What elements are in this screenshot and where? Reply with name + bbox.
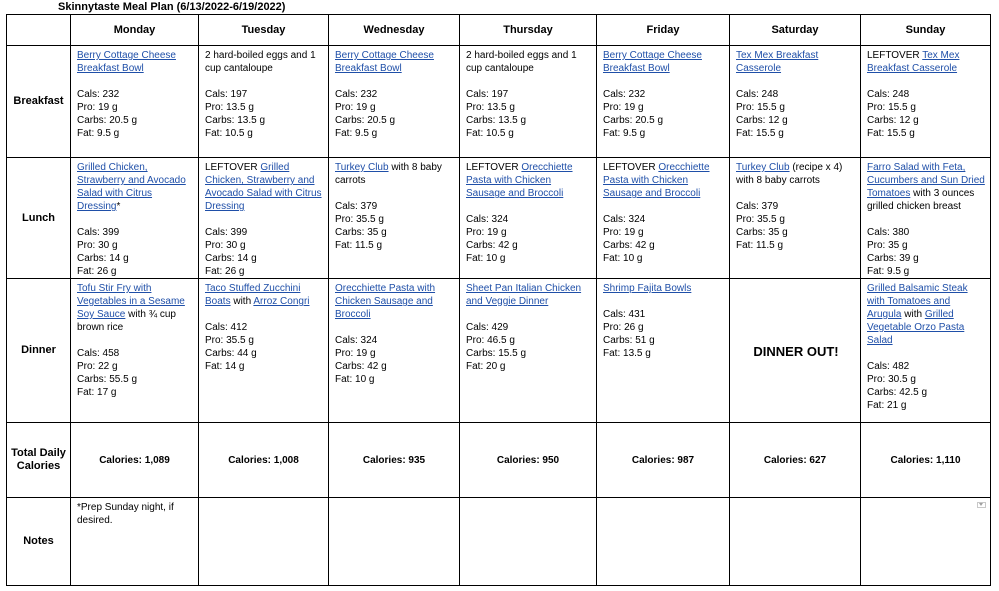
nutrition-cals: Cals: 458 (77, 348, 120, 359)
spacer (466, 75, 592, 88)
recipe-link[interactable]: Berry Cottage Cheese Breakfast Bowl (335, 50, 434, 74)
recipe-link[interactable]: Orecchiette Pasta with Chicken Sausage and Broccoli (335, 283, 436, 320)
nutrition-pro: Pro: 22 g (77, 361, 118, 372)
nutrition-cals: Cals: 399 (77, 227, 120, 238)
recipe-link[interactable]: Grilled Chicken, Strawberry and Avocado Salad with Citrus Dressing (205, 162, 322, 212)
recipe-link[interactable]: Tex Mex Breakfast Casserole (736, 50, 819, 74)
nutrition-cals: Cals: 380 (867, 227, 910, 238)
nutrition-carbs: Carbs: 12 g (867, 115, 919, 126)
nutrition-fat: Fat: 17 g (77, 387, 117, 398)
meal-description (736, 49, 856, 75)
meal-text: LEFTOVER (466, 162, 522, 173)
nutrition-carbs: Carbs: 39 g (867, 253, 919, 264)
nutrition-cals: Cals: 197 (466, 89, 509, 100)
nutrition-pro: Pro: 19 g (77, 102, 118, 113)
lunch-row (7, 158, 991, 279)
lunch-cell (861, 158, 991, 279)
nutrition-carbs: Carbs: 55.5 g (77, 374, 138, 385)
meal-description (77, 161, 194, 213)
total-calories: Calories: 627 (730, 423, 861, 498)
nutrition-pro: Pro: 15.5 g (867, 102, 916, 113)
spacer (205, 213, 324, 226)
spacer (335, 321, 455, 334)
nutrition-carbs: Carbs: 42 g (335, 361, 387, 372)
nutrition-carbs: Carbs: 20.5 g (77, 115, 138, 126)
row-label-total: Total Daily Calories (7, 423, 71, 498)
nutrition-fat: Fat: 10 g (335, 374, 375, 385)
meal-description (205, 49, 324, 75)
meal-description (867, 49, 986, 75)
dinner-cell (597, 279, 730, 423)
dinner-cell (730, 279, 861, 423)
day-header: Wednesday (329, 15, 460, 46)
recipe-link[interactable]: Grilled Vegetable Orzo Pasta Salad (867, 309, 965, 346)
nutrition-pro: Pro: 35.5 g (335, 214, 384, 225)
dinner-cell (71, 279, 199, 423)
spacer (867, 75, 986, 88)
meal-plan-table (6, 14, 991, 586)
nutrition-pro: Pro: 19 g (335, 348, 376, 359)
nutrition-carbs: Carbs: 20.5 g (335, 115, 396, 126)
row-label-lunch: Lunch (7, 158, 71, 279)
nutrition-cals: Cals: 248 (736, 89, 779, 100)
recipe-link[interactable]: Arroz Congri (253, 296, 310, 307)
dinner-cell (460, 279, 597, 423)
meal-description (603, 49, 725, 75)
spacer (77, 334, 194, 347)
day-header: Tuesday (199, 15, 329, 46)
nutrition-pro: Pro: 15.5 g (736, 102, 785, 113)
nutrition-carbs: Carbs: 15.5 g (466, 348, 527, 359)
total-row (7, 423, 991, 498)
nutrition-cals: Cals: 431 (603, 309, 646, 320)
nutrition-cals: Cals: 324 (335, 335, 378, 346)
nutrition-pro: Pro: 35 g (867, 240, 908, 251)
nutrition-fat: Fat: 10.5 g (466, 128, 514, 139)
dinner-cell (861, 279, 991, 423)
nutrition-carbs: Carbs: 20.5 g (603, 115, 664, 126)
recipe-link[interactable]: Taco Stuffed Zucchini Boats (205, 283, 301, 307)
nutrition-fat: Fat: 10 g (603, 253, 643, 264)
meal-text: with (230, 296, 254, 307)
spacer (335, 187, 455, 200)
dinner-row (7, 279, 991, 423)
nutrition-carbs: Carbs: 42 g (466, 240, 518, 251)
nutrition-cals: Cals: 324 (466, 214, 509, 225)
nutrition-pro: Pro: 19 g (335, 102, 376, 113)
meal-text: (recipe x 4) with 8 baby carrots (736, 162, 843, 186)
meal-description (603, 282, 725, 295)
nutrition-fat: Fat: 13.5 g (603, 348, 651, 359)
meal-text: with 3 ounces grilled chicken breast (867, 188, 975, 212)
meal-description (77, 282, 194, 334)
spacer (205, 308, 324, 321)
meal-text: * (116, 201, 121, 212)
spacer (77, 213, 194, 226)
meal-description (867, 161, 986, 213)
spacer (603, 295, 725, 308)
nutrition-carbs: Carbs: 12 g (736, 115, 788, 126)
total-calories: Calories: 935 (329, 423, 460, 498)
nutrition-cals: Cals: 379 (736, 201, 779, 212)
recipe-link[interactable]: Grilled Balsamic Steak with Tomatoes and Arugula (867, 283, 968, 320)
lunch-cell (460, 158, 597, 279)
recipe-link[interactable]: Turkey Club (736, 162, 790, 173)
recipe-link[interactable]: Tex Mex Breakfast Casserole (867, 50, 960, 74)
notes-cell[interactable] (597, 498, 730, 586)
nutrition-fat: Fat: 20 g (466, 361, 506, 372)
spacer (77, 75, 194, 88)
meal-description (867, 282, 986, 347)
meal-description (466, 161, 592, 200)
meal-description (335, 282, 455, 321)
breakfast-cell (329, 46, 460, 158)
spacer (867, 347, 986, 360)
nutrition-cals: Cals: 232 (603, 89, 646, 100)
nutrition-pro: Pro: 30.5 g (867, 374, 916, 385)
recipe-link[interactable]: Orecchiette Pasta with Chicken Sausage and Broccoli (466, 162, 573, 199)
nutrition-pro: Pro: 13.5 g (466, 102, 515, 113)
nutrition-fat: Fat: 9.5 g (603, 128, 646, 139)
spacer (736, 75, 856, 88)
nutrition-fat: Fat: 14 g (205, 361, 245, 372)
recipe-link[interactable]: Grilled Chicken, Strawberry and Avocado Salad with Citrus Dressing (77, 162, 186, 212)
nutrition-pro: Pro: 46.5 g (466, 335, 515, 346)
breakfast-cell (730, 46, 861, 158)
breakfast-cell (861, 46, 991, 158)
breakfast-cell (460, 46, 597, 158)
spacer (603, 200, 725, 213)
spacer (603, 75, 725, 88)
meal-description (736, 161, 856, 187)
meal-description (603, 161, 725, 200)
nutrition-pro: Pro: 26 g (603, 322, 644, 333)
spacer (335, 75, 455, 88)
spacer (466, 308, 592, 321)
spacer (867, 213, 986, 226)
recipe-link[interactable]: Orecchiette Pasta with Chicken Sausage and Broccoli (603, 162, 710, 199)
meal-description (77, 49, 194, 75)
meal-description (335, 49, 455, 75)
nutrition-fat: Fat: 9.5 g (335, 128, 378, 139)
nutrition-pro: Pro: 19 g (466, 227, 507, 238)
breakfast-cell (597, 46, 730, 158)
row-label-breakfast: Breakfast (7, 46, 71, 158)
nutrition-carbs: Carbs: 35 g (335, 227, 387, 238)
lunch-cell (730, 158, 861, 279)
meal-text: 2 hard-boiled eggs and 1 cup cantaloupe (205, 50, 316, 74)
recipe-link[interactable]: Tofu Stir Fry with Vegetables in a Sesame Soy Sauce (77, 283, 185, 320)
nutrition-pro: Pro: 19 g (603, 102, 644, 113)
nutrition-fat: Fat: 10 g (466, 253, 506, 264)
nutrition-carbs: Carbs: 35 g (736, 227, 788, 238)
breakfast-row (7, 46, 991, 158)
meal-description (466, 282, 592, 308)
recipe-link[interactable]: Berry Cottage Cheese Breakfast Bowl (77, 50, 176, 74)
lunch-cell (597, 158, 730, 279)
notes-cell[interactable] (199, 498, 329, 586)
notes-cell[interactable] (460, 498, 597, 586)
nutrition-cals: Cals: 399 (205, 227, 248, 238)
nutrition-cals: Cals: 429 (466, 322, 509, 333)
nutrition-pro: Pro: 35.5 g (736, 214, 785, 225)
nutrition-carbs: Carbs: 14 g (205, 253, 257, 264)
lunch-cell (71, 158, 199, 279)
nutrition-fat: Fat: 26 g (205, 266, 245, 277)
total-calories: Calories: 1,008 (199, 423, 329, 498)
recipe-link[interactable]: Sheet Pan Italian Chicken and Veggie Dinner (466, 283, 582, 307)
header-row (7, 15, 991, 46)
nutrition-carbs: Carbs: 14 g (77, 253, 129, 264)
nutrition-pro: Pro: 30 g (205, 240, 246, 251)
spacer (205, 75, 324, 88)
nutrition-carbs: Carbs: 51 g (603, 335, 655, 346)
nutrition-fat: Fat: 11.5 g (335, 240, 383, 251)
nutrition-fat: Fat: 11.5 g (736, 240, 784, 251)
notes-cell[interactable] (329, 498, 460, 586)
nutrition-fat: Fat: 15.5 g (736, 128, 784, 139)
breakfast-cell (71, 46, 199, 158)
nutrition-cals: Cals: 232 (77, 89, 120, 100)
nutrition-pro: Pro: 13.5 g (205, 102, 254, 113)
dinner-out-label: DINNER OUT! (753, 343, 839, 359)
meal-text: with 8 baby carrots (335, 162, 442, 186)
meal-text: LEFTOVER (867, 50, 923, 61)
nutrition-fat: Fat: 9.5 g (77, 128, 120, 139)
nutrition-carbs: Carbs: 42 g (603, 240, 655, 251)
nutrition-cals: Cals: 379 (335, 201, 378, 212)
nutrition-fat: Fat: 26 g (77, 266, 117, 277)
meal-description (466, 49, 592, 75)
notes-row (7, 498, 991, 586)
nutrition-fat: Fat: 21 g (867, 400, 907, 411)
day-header: Friday (597, 15, 730, 46)
day-header: Monday (71, 15, 199, 46)
day-header: Sunday (861, 15, 991, 46)
recipe-link[interactable]: Shrimp Fajita Bowls (603, 283, 692, 294)
recipe-link[interactable]: Berry Cottage Cheese Breakfast Bowl (603, 50, 702, 74)
notes-cell[interactable] (730, 498, 861, 586)
nutrition-cals: Cals: 412 (205, 322, 248, 333)
nutrition-carbs: Carbs: 13.5 g (205, 115, 266, 126)
spacer (736, 187, 856, 200)
meal-description (205, 161, 324, 213)
dinner-cell (199, 279, 329, 423)
nutrition-cals: Cals: 197 (205, 89, 248, 100)
row-label-notes: Notes (7, 498, 71, 586)
recipe-link[interactable]: Turkey Club (335, 162, 389, 173)
meal-text: with (901, 309, 925, 320)
nutrition-fat: Fat: 9.5 g (867, 266, 910, 277)
nutrition-pro: Pro: 35.5 g (205, 335, 254, 346)
nutrition-cals: Cals: 232 (335, 89, 378, 100)
dinner-cell (329, 279, 460, 423)
total-calories: Calories: 987 (597, 423, 730, 498)
dropdown-arrow-icon[interactable] (977, 502, 986, 508)
nutrition-cals: Cals: 324 (603, 214, 646, 225)
meal-text: 2 hard-boiled eggs and 1 cup cantaloupe (466, 50, 577, 74)
nutrition-pro: Pro: 19 g (603, 227, 644, 238)
lunch-cell (329, 158, 460, 279)
nutrition-pro: Pro: 30 g (77, 240, 118, 251)
meal-text: with ¾ cup brown rice (77, 309, 176, 333)
breakfast-cell (199, 46, 329, 158)
day-header: Thursday (460, 15, 597, 46)
nutrition-carbs: Carbs: 42.5 g (867, 387, 928, 398)
total-calories: Calories: 1,089 (71, 423, 199, 498)
page-title: Skinnytaste Meal Plan (6/13/2022-6/19/2022) (58, 1, 286, 13)
nutrition-fat: Fat: 10.5 g (205, 128, 253, 139)
row-label-dinner: Dinner (7, 279, 71, 423)
nutrition-cals: Cals: 248 (867, 89, 910, 100)
day-header: Saturday (730, 15, 861, 46)
meal-description (205, 282, 324, 308)
lunch-cell (199, 158, 329, 279)
corner-cell (7, 15, 71, 46)
total-calories: Calories: 950 (460, 423, 597, 498)
meal-text: LEFTOVER (205, 162, 261, 173)
meal-text: LEFTOVER (603, 162, 659, 173)
spacer (466, 200, 592, 213)
recipe-link[interactable]: Farro Salad with Feta, Cucumbers and Sun Dried Tomatoes (867, 162, 985, 199)
notes-cell[interactable] (861, 498, 991, 586)
meal-description (335, 161, 455, 187)
notes-cell[interactable]: *Prep Sunday night, if desired. (71, 498, 199, 586)
nutrition-cals: Cals: 482 (867, 361, 910, 372)
nutrition-fat: Fat: 15.5 g (867, 128, 915, 139)
nutrition-carbs: Carbs: 13.5 g (466, 115, 527, 126)
nutrition-carbs: Carbs: 44 g (205, 348, 257, 359)
total-calories: Calories: 1,110 (861, 423, 991, 498)
